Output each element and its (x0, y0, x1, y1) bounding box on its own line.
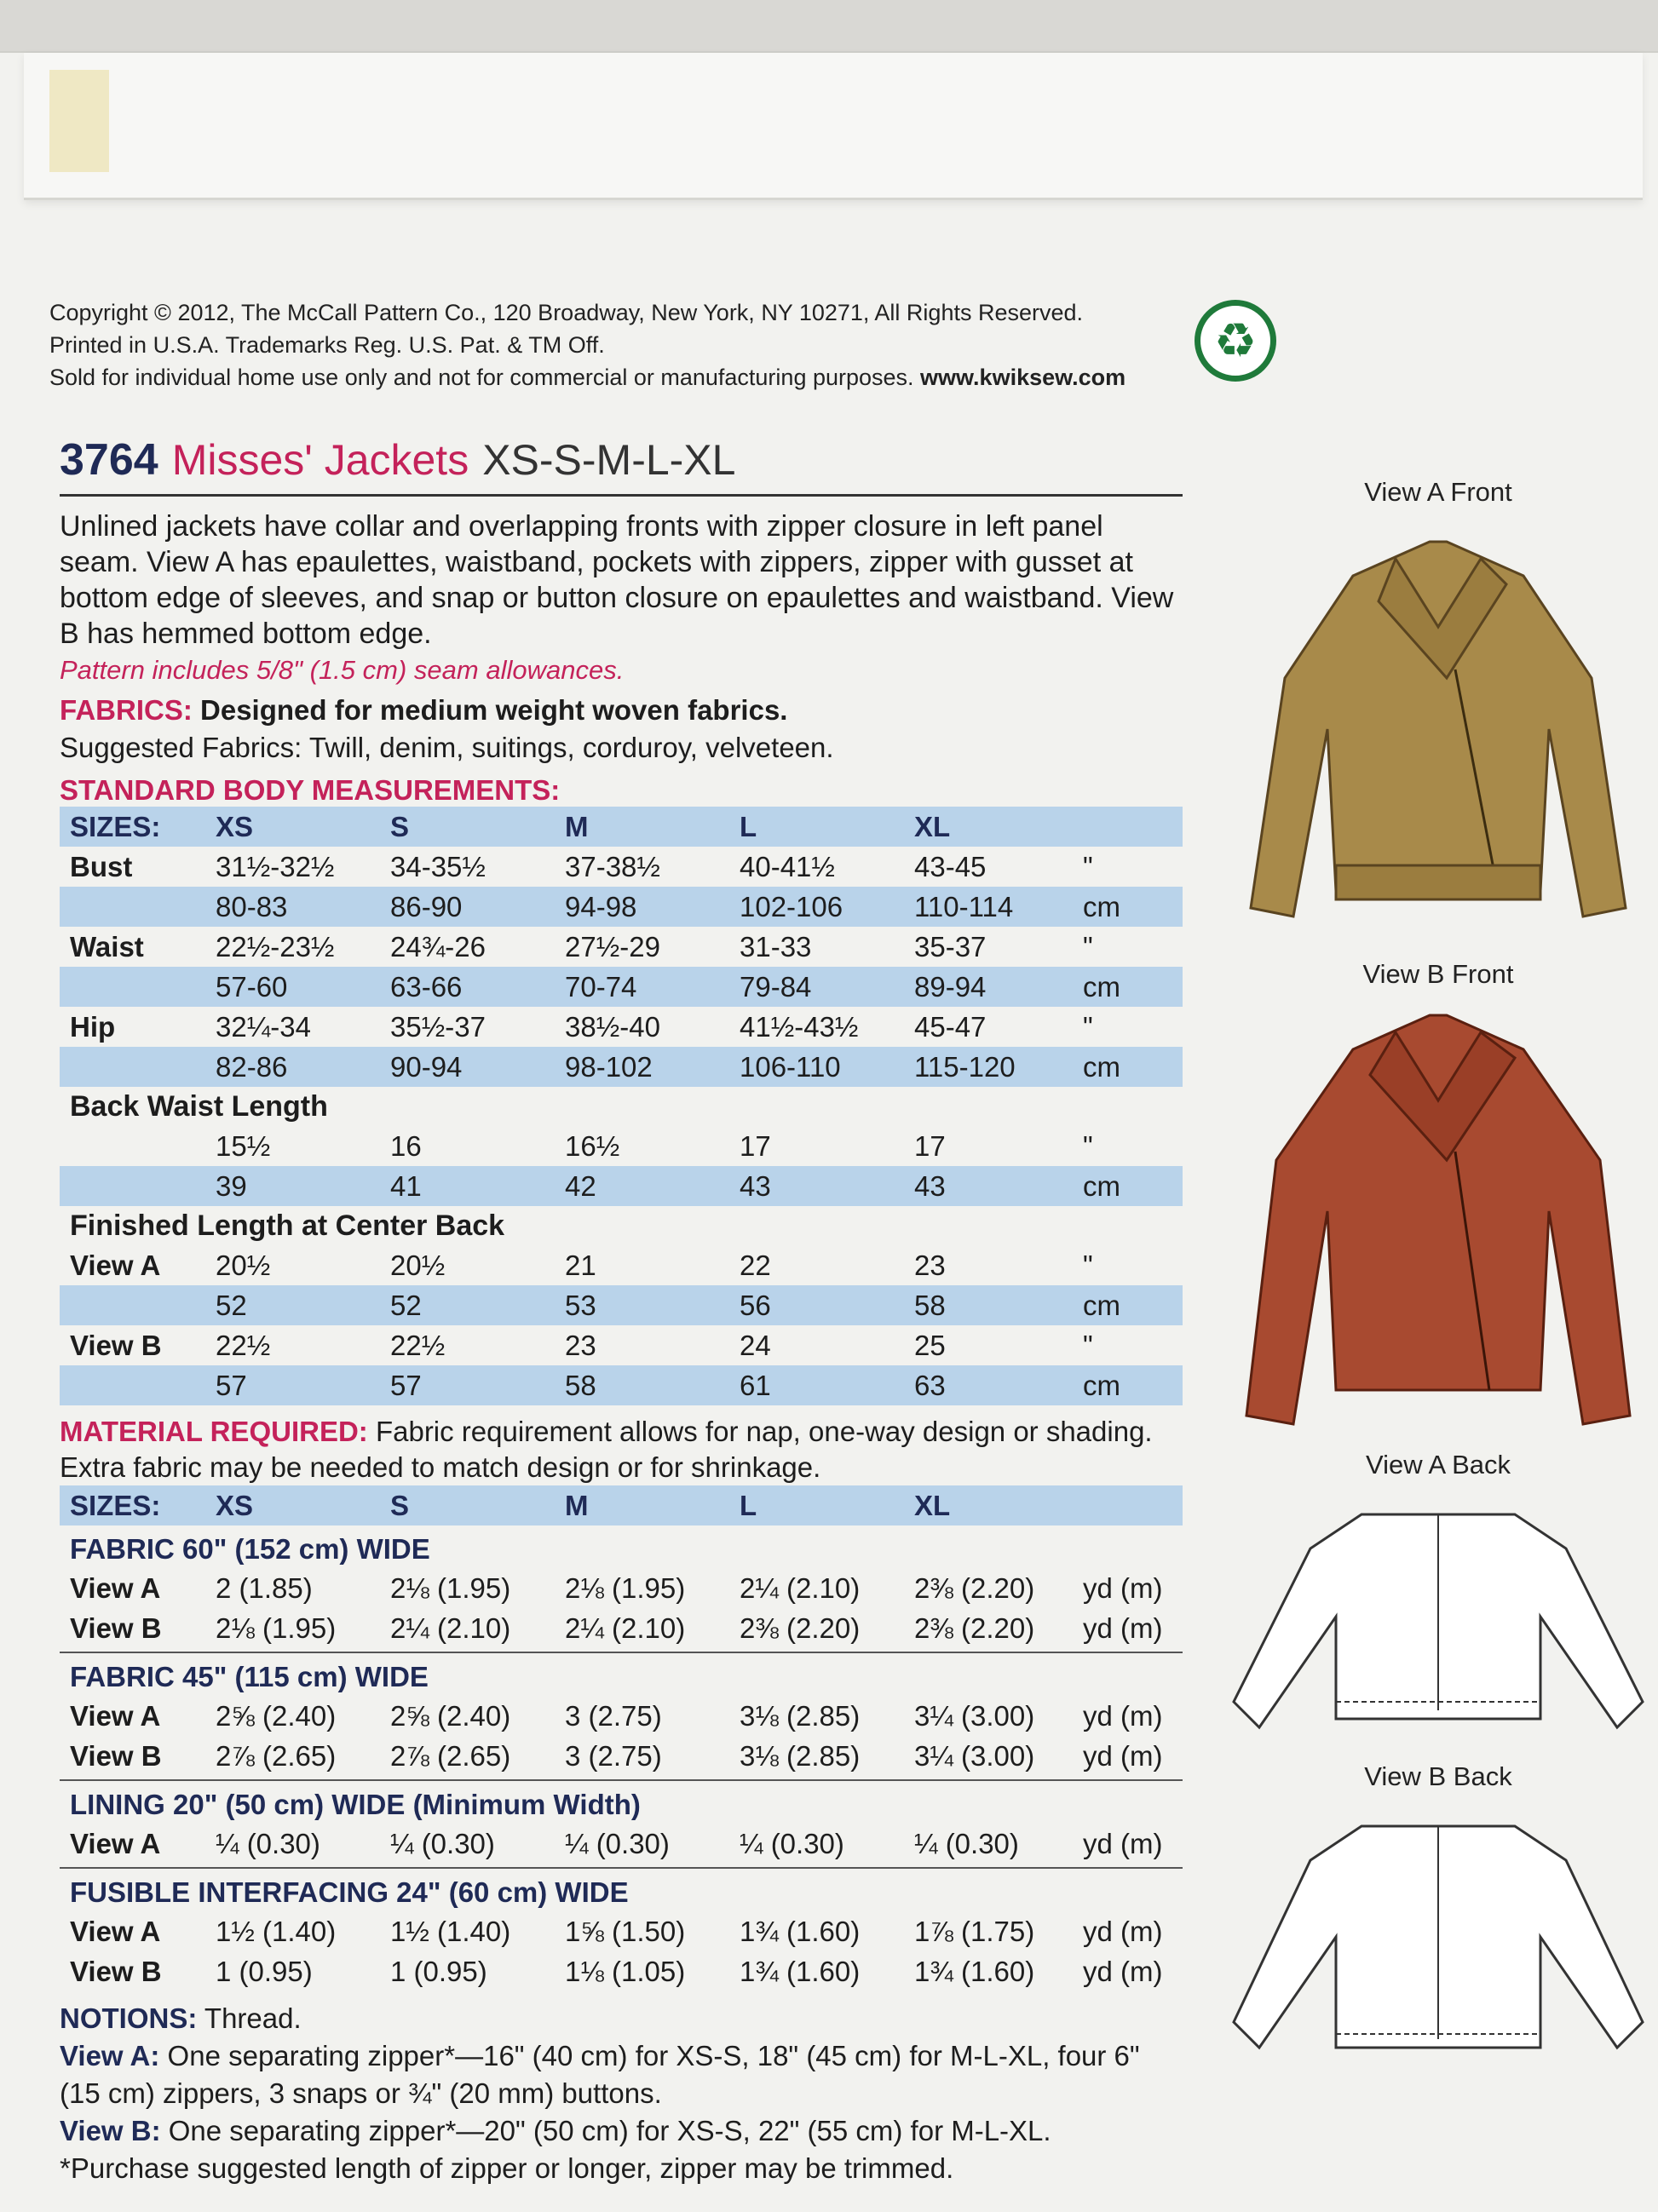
material-row-label: View B (70, 1739, 162, 1772)
material-unit: yd (m) (1083, 1612, 1163, 1644)
back-waist-row (60, 1166, 1183, 1206)
finished-length-cell: 21 (565, 1249, 596, 1281)
finished-length-cell: 22½ (216, 1329, 271, 1361)
bm-cell: 94-98 (565, 890, 637, 922)
back-waist-cell: 43 (740, 1169, 771, 1202)
finished-length-cell: 63 (914, 1369, 946, 1401)
material-group-heading (60, 1786, 1183, 1824)
material-divider (60, 1779, 1183, 1781)
copyright-text: Sold for individual home use only and not for commercial or manufacturing purposes. (49, 365, 914, 390)
finished-length-cell: 58 (565, 1369, 596, 1401)
back-waist-cell: 17 (740, 1129, 771, 1162)
finished-length-cell: 23 (914, 1249, 946, 1281)
material-row-label: View A (70, 1915, 161, 1947)
material-cell: ¼ (0.30) (216, 1827, 320, 1859)
bm-size-s: S (390, 810, 410, 842)
fabrics-label: FABRICS: (60, 694, 193, 726)
finished-length-cell: 20½ (216, 1249, 271, 1281)
material-cell: 1 (0.95) (216, 1955, 313, 1987)
material-cell: 3⅛ (2.85) (740, 1699, 861, 1732)
bm-unit: " (1083, 930, 1093, 962)
material-cell: 2⅜ (2.20) (914, 1612, 1035, 1644)
bm-cell: 57-60 (216, 970, 288, 1003)
bm-cell: 86-90 (390, 890, 463, 922)
material-cell: 3 (2.75) (565, 1699, 662, 1732)
bm-size-xs: XS (216, 810, 254, 842)
pattern-name: Misses' Jackets (171, 436, 469, 484)
bm-row (60, 847, 1183, 887)
material-row-label: View A (70, 1571, 161, 1604)
bm-unit: " (1083, 850, 1093, 882)
material-cell: 2⅞ (2.65) (216, 1739, 337, 1772)
material-cell: ¼ (0.30) (390, 1827, 495, 1859)
finished-length-cell: 57 (390, 1369, 422, 1401)
material-group-kind: FABRIC (70, 1661, 182, 1692)
bm-cell: 102-106 (740, 890, 843, 922)
material-cell: 2⅜ (2.20) (740, 1612, 861, 1644)
material-size-m: M (565, 1489, 589, 1521)
back-waist-cell: 41 (390, 1169, 422, 1202)
material-row-label: View A (70, 1699, 161, 1732)
pattern-size-range: XS-S-M-L-XL (482, 436, 736, 484)
bm-cell: 24¾-26 (390, 930, 486, 962)
finished-length-unit: cm (1083, 1369, 1120, 1401)
finished-length-cell: 22 (740, 1249, 771, 1281)
notions-thread (60, 2000, 1183, 2037)
finished-length-cell: 25 (914, 1329, 946, 1361)
bm-row-label: Bust (70, 850, 133, 882)
material-cell: 2⅛ (1.95) (216, 1612, 337, 1644)
back-waist-cell: 15½ (216, 1129, 271, 1162)
material-size-xl: XL (914, 1489, 951, 1521)
material-table (60, 1485, 1183, 1991)
bm-row (60, 927, 1183, 967)
material-group-width: 20" (50 cm) WIDE (Minimum Width) (173, 1789, 641, 1820)
bm-unit: cm (1083, 970, 1120, 1003)
bm-cell: 38½-40 (565, 1010, 660, 1043)
finished-length-row (60, 1285, 1183, 1325)
main-content (60, 434, 1183, 2187)
material-cell: 1 (0.95) (390, 1955, 487, 1987)
seam-allowance-note: Pattern includes 5/8" (1.5 cm) seam allowances. (60, 655, 625, 685)
bm-row (60, 967, 1183, 1007)
finished-length-row-label: View B (70, 1329, 162, 1361)
material-cell: 1¾ (1.60) (914, 1955, 1035, 1987)
bm-size-l: L (740, 810, 757, 842)
material-unit: yd (m) (1083, 1739, 1163, 1772)
finished-length-cell: 24 (740, 1329, 771, 1361)
notions-view-b-label: View B: (60, 2115, 161, 2146)
bm-cell: 115-120 (914, 1050, 1016, 1083)
material-cell: 1⅝ (1.50) (565, 1915, 686, 1947)
material-row (60, 1824, 1183, 1864)
bm-cell: 106-110 (740, 1050, 841, 1083)
material-cell: 1⅞ (1.75) (914, 1915, 1035, 1947)
bm-cell: 34-35½ (390, 850, 486, 882)
material-cell: 1¾ (1.60) (740, 1915, 861, 1947)
material-size-s: S (390, 1489, 410, 1521)
material-cell: 2¼ (2.10) (390, 1612, 511, 1644)
material-size-l: L (740, 1489, 757, 1521)
material-unit: yd (m) (1083, 1571, 1163, 1604)
material-cell: 2⅝ (2.40) (216, 1699, 337, 1732)
material-divider (60, 1652, 1183, 1653)
bm-cell: 41½-43½ (740, 1010, 859, 1043)
bm-cell: 110-114 (914, 890, 1014, 922)
bm-unit: cm (1083, 890, 1120, 922)
material-cell: 1¾ (1.60) (740, 1955, 861, 1987)
suggested-fabrics: Suggested Fabrics: Twill, denim, suitings, corduroy, velveteen. (60, 732, 834, 763)
copyright-block (49, 296, 1208, 394)
material-cell: ¼ (0.30) (565, 1827, 670, 1859)
copyright-line-2: Printed in U.S.A. Trademarks Reg. U.S. Pat. & TM Off. (49, 332, 605, 358)
bm-cell: 35-37 (914, 930, 987, 962)
material-group-kind: LINING (70, 1789, 173, 1820)
back-waist-cell: 43 (914, 1169, 946, 1202)
material-cell: 3⅛ (2.85) (740, 1739, 861, 1772)
finished-length-cell: 57 (216, 1369, 247, 1401)
material-cell: 1⅛ (1.05) (565, 1955, 686, 1987)
material-cell: 1½ (1.40) (216, 1915, 337, 1947)
bm-cell: 45-47 (914, 1010, 987, 1043)
back-waist-cell: 16½ (565, 1129, 620, 1162)
envelope-flap (24, 53, 1643, 200)
back-waist-row (60, 1126, 1183, 1166)
bm-cell: 40-41½ (740, 850, 835, 882)
bm-cell: 32¼-34 (216, 1010, 311, 1043)
finished-length-row (60, 1325, 1183, 1365)
tape-strip (49, 70, 109, 172)
bm-cell: 63-66 (390, 970, 463, 1003)
material-row (60, 1568, 1183, 1608)
fabrics-text: Designed for medium weight woven fabrics. (200, 694, 788, 726)
material-group-heading (60, 1658, 1183, 1696)
finished-length-cell: 20½ (390, 1249, 446, 1281)
bm-unit: cm (1083, 1050, 1120, 1083)
material-row-label: View B (70, 1612, 162, 1644)
material-unit: yd (m) (1083, 1699, 1163, 1732)
jacket-view-a-front-image (1225, 508, 1651, 959)
back-waist-cell: 39 (216, 1169, 247, 1202)
finished-length-cell: 23 (565, 1329, 596, 1361)
finished-length-row (60, 1245, 1183, 1285)
finished-length-row-label: View A (70, 1249, 161, 1281)
material-cell: 2⅛ (1.95) (565, 1571, 686, 1604)
material-cell: 2⅝ (2.40) (390, 1699, 511, 1732)
bm-size-xl: XL (914, 810, 951, 842)
body-measurements-title: STANDARD BODY MEASUREMENTS: (60, 774, 561, 806)
finished-length-cell: 22½ (390, 1329, 446, 1361)
material-row (60, 1736, 1183, 1776)
body-measurements-table (60, 807, 1183, 1405)
pattern-description: Unlined jackets have collar and overlapping fronts with zipper closure in left panel seam. View A has epaulettes, waistband, pockets with zippers, zipper with gusset at bottom edge of sleeves, and snap or button closure on epaulettes and waistband. View B has hemmed bottom edge. (60, 510, 1174, 650)
bm-cell: 80-83 (216, 890, 288, 922)
material-group-width: 45" (115 cm) WIDE (182, 1661, 429, 1692)
material-required (60, 1414, 1183, 1485)
material-cell: 2⅛ (1.95) (390, 1571, 511, 1604)
material-unit: yd (m) (1083, 1827, 1163, 1859)
notions-view-a-label: View A: (60, 2040, 160, 2071)
finished-length-cell: 53 (565, 1289, 596, 1321)
notions-thread-text: Thread. (204, 2002, 302, 2034)
bm-cell: 90-94 (390, 1050, 463, 1083)
pattern-title (60, 434, 1183, 497)
view-b-front-label: View B Front (1362, 959, 1514, 989)
material-cell: 3¼ (3.00) (914, 1739, 1035, 1772)
material-group-width: INTERFACING 24" (60 cm) WIDE (198, 1876, 629, 1908)
back-waist-cell: 17 (914, 1129, 946, 1162)
back-waist-cell: 16 (390, 1129, 422, 1162)
finished-length-cell: 61 (740, 1369, 771, 1401)
material-cell: 2¼ (2.10) (740, 1571, 861, 1604)
view-b-back-label: View B Back (1364, 1761, 1512, 1791)
material-unit: yd (m) (1083, 1955, 1163, 1987)
material-group-width: 60" (152 cm) WIDE (182, 1533, 430, 1565)
bm-cell: 35½-37 (390, 1010, 486, 1043)
finished-length-title: Finished Length at Center Back (70, 1209, 505, 1242)
material-divider (60, 1867, 1183, 1869)
material-row (60, 1911, 1183, 1951)
bm-row (60, 1007, 1183, 1047)
bm-cell: 82-86 (216, 1050, 288, 1083)
material-cell: ¼ (0.30) (740, 1827, 844, 1859)
bm-row-label: Hip (70, 1010, 116, 1043)
finished-length-unit: cm (1083, 1289, 1120, 1321)
material-cell: 3 (2.75) (565, 1739, 662, 1772)
copyright-line-1: Copyright © 2012, The McCall Pattern Co., 120 Broadway, New York, NY 10271, All Rights Reserved. (49, 300, 1084, 325)
finished-length-unit: " (1083, 1249, 1093, 1281)
back-waist-length-title: Back Waist Length (70, 1090, 328, 1123)
pattern-number: 3764 (60, 435, 158, 485)
jacket-view-b-front-image (1225, 990, 1651, 1450)
bm-cell: 27½-29 (565, 930, 660, 962)
material-group-heading (60, 1874, 1183, 1911)
bm-cell: 37-38½ (565, 850, 660, 882)
back-waist-cell: 42 (565, 1169, 596, 1202)
material-text: Fabric requirement allows for nap, one-way design or shading. Extra fabric may be needed to match design or for shrinkage. (60, 1416, 1153, 1483)
bm-row (60, 887, 1183, 927)
finished-length-cell: 52 (390, 1289, 422, 1321)
material-size-xs: XS (216, 1489, 254, 1521)
bm-sizes-label: SIZES: (70, 810, 161, 842)
finished-length-unit: " (1083, 1329, 1093, 1361)
finished-length-cell: 58 (914, 1289, 946, 1321)
material-group-heading (60, 1531, 1183, 1568)
bm-cell: 31-33 (740, 930, 812, 962)
recycle-icon: ♻ (1195, 300, 1276, 382)
material-label: MATERIAL REQUIRED: (60, 1416, 368, 1447)
material-cell: 2⅜ (2.20) (914, 1571, 1035, 1604)
notions-view-b (60, 2112, 1183, 2150)
bm-cell: 43-45 (914, 850, 987, 882)
website-link[interactable]: www.kwiksew.com (920, 365, 1126, 390)
notions-label: NOTIONS: (60, 2002, 198, 2034)
bm-unit: " (1083, 1010, 1093, 1043)
jacket-view-b-back-image (1225, 1792, 1651, 2073)
copyright-line-3 (49, 361, 1208, 394)
notions-footnote: *Purchase suggested length of zipper or longer, zipper may be trimmed. (60, 2152, 954, 2184)
bm-row-label: Waist (70, 930, 144, 962)
bm-cell: 70-74 (565, 970, 637, 1003)
bm-cell: 79-84 (740, 970, 812, 1003)
bm-cell: 98-102 (565, 1050, 653, 1083)
material-row (60, 1951, 1183, 1991)
bm-cell: 89-94 (914, 970, 987, 1003)
material-cell: ¼ (0.30) (914, 1827, 1019, 1859)
material-row-label: View B (70, 1955, 162, 1987)
material-cell: 2¼ (2.10) (565, 1612, 686, 1644)
view-a-front-label: View A Front (1364, 477, 1512, 507)
notions-block (60, 2000, 1183, 2187)
notions-view-b-text: One separating zipper*—20" (50 cm) for XS-S, 22" (55 cm) for M-L-XL. (168, 2115, 1051, 2146)
material-unit: yd (m) (1083, 1915, 1163, 1947)
material-row-label: View A (70, 1827, 161, 1859)
back-waist-unit: cm (1083, 1169, 1120, 1202)
fabrics-line (60, 694, 1183, 727)
finished-length-cell: 52 (216, 1289, 247, 1321)
material-row (60, 1608, 1183, 1648)
material-cell: 2⅞ (2.65) (390, 1739, 511, 1772)
material-cell: 3¼ (3.00) (914, 1699, 1035, 1732)
jacket-view-a-back-image (1225, 1480, 1651, 1761)
bm-cell: 31½-32½ (216, 850, 335, 882)
finished-length-cell: 56 (740, 1289, 771, 1321)
finished-length-row (60, 1365, 1183, 1405)
bm-cell: 22½-23½ (216, 930, 335, 962)
notions-view-a (60, 2037, 1183, 2112)
bm-row (60, 1047, 1183, 1087)
material-group-kind: FUSIBLE (70, 1876, 199, 1908)
material-sizes-label: SIZES: (70, 1489, 161, 1521)
material-row (60, 1696, 1183, 1736)
bm-size-m: M (565, 810, 589, 842)
back-waist-unit: " (1083, 1129, 1093, 1162)
material-cell: 2 (1.85) (216, 1571, 313, 1604)
notions-view-a-text: One separating zipper*—16" (40 cm) for XS-S, 18" (45 cm) for M-L-XL, four 6" (15 cm) zippers, 3 snaps or ¾" (20 mm) buttons. (60, 2040, 1140, 2109)
jacket-b-body (1246, 1015, 1630, 1424)
bm-sizes-header (60, 807, 1183, 847)
view-a-back-label: View A Back (1365, 1450, 1511, 1479)
material-group-kind: FABRIC (70, 1533, 182, 1565)
jacket-a-body (1251, 542, 1626, 916)
material-cell: 1½ (1.40) (390, 1915, 511, 1947)
material-sizes-header (60, 1485, 1183, 1525)
view-illustrations (1218, 477, 1658, 2073)
